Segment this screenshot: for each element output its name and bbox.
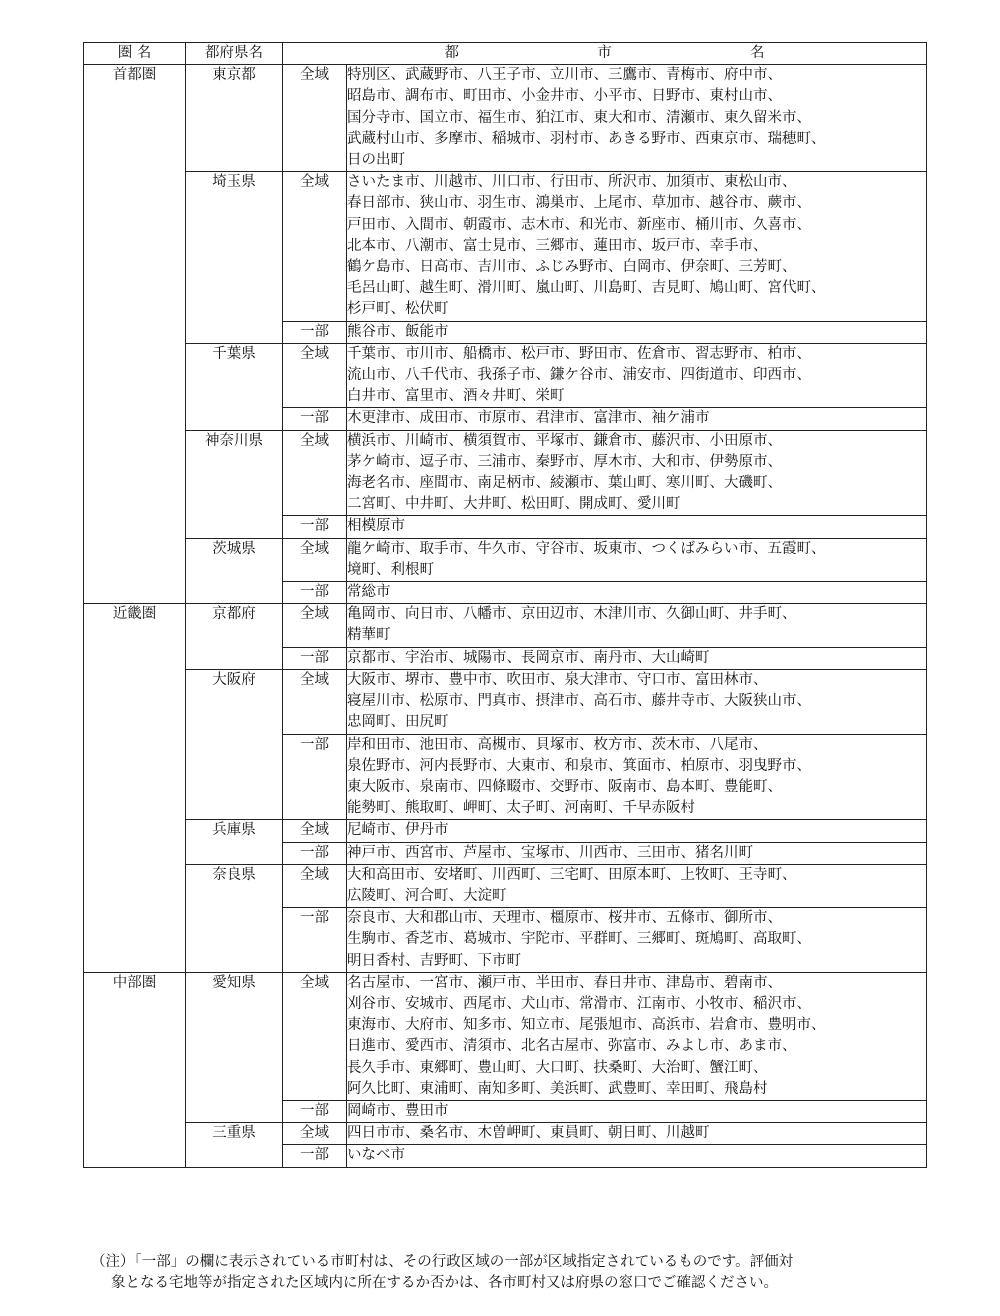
- city-list-line: 刈谷市、安城市、西尾市、犬山市、常滑市、江南市、小牧市、稲沢市、: [347, 995, 811, 1012]
- city-list-cell: [347, 647, 927, 669]
- table-row: [84, 343, 927, 408]
- table-row: [84, 972, 927, 1100]
- coverage-type-cell: 全域: [283, 430, 347, 516]
- prefecture-name-cell: 愛知県: [186, 972, 283, 1122]
- city-list-line: 明日香村、吉野町、下市町: [347, 952, 521, 969]
- city-list-line: さいたま市、川越市、川口市、行田市、所沢市、加須市、東松山市、: [347, 174, 797, 191]
- city-list-line: 戸田市、入間市、朝霞市、志木市、和光市、新座市、桶川市、久喜市、: [347, 216, 811, 233]
- coverage-type-cell: 全域: [283, 172, 347, 321]
- city-list-cell: [347, 430, 927, 516]
- table-header-row: [84, 43, 927, 65]
- city-list-cell: [347, 321, 927, 343]
- coverage-type-cell: 全域: [283, 538, 347, 581]
- area-city-table: [83, 42, 927, 1168]
- city-list-line: 岡崎市、豊田市: [347, 1102, 449, 1119]
- city-list-line: 鶴ケ島市、日高市、吉川市、ふじみ野市、白岡市、伊奈町、三芳町、: [347, 259, 797, 276]
- coverage-type-cell: 全域: [283, 864, 347, 907]
- city-list-line: 白井市、富里市、酒々井町、栄町: [347, 388, 565, 405]
- header-cities-char: 都: [444, 45, 459, 61]
- zone-name-cell: 中部圏: [84, 972, 186, 1167]
- city-list-line: 大阪市、堺市、豊中市、吹田市、泉大津市、守口市、富田林市、: [347, 671, 768, 688]
- coverage-type-cell: 一部: [283, 908, 347, 973]
- coverage-type-cell: 全域: [283, 669, 347, 734]
- city-list-line: 熊谷市、飯能市: [347, 323, 449, 340]
- city-list-cell: [347, 864, 927, 907]
- city-list-cell: [347, 734, 927, 820]
- header-prefecture: 都府県名: [186, 43, 283, 65]
- document: [83, 42, 926, 1168]
- city-list-line: 阿久比町、東浦町、南知多町、美浜町、武豊町、幸田町、飛島村: [347, 1080, 768, 1097]
- city-list-line: 能勢町、熊取町、岬町、太子町、河南町、千早赤阪村: [347, 800, 695, 817]
- city-list-line: 四日市市、桑名市、木曽岬町、東員町、朝日町、川越町: [347, 1125, 710, 1142]
- city-list-line: 常総市: [347, 584, 391, 601]
- coverage-type-cell: 全域: [283, 820, 347, 842]
- city-list-cell: [347, 538, 927, 581]
- table-row: [84, 820, 927, 842]
- city-list-line: 岸和田市、池田市、高槻市、貝塚市、枚方市、茨木市、八尾市、: [347, 736, 768, 753]
- header-cities-char: 名: [750, 45, 765, 61]
- zone-name-cell: 近畿圏: [84, 604, 186, 972]
- coverage-type-cell: 一部: [283, 734, 347, 820]
- city-list-line: いなべ市: [347, 1147, 405, 1164]
- header-cities: [283, 43, 927, 65]
- prefecture-name-cell: 三重県: [186, 1123, 283, 1167]
- zone-name-cell: 首都圏: [84, 65, 186, 604]
- table-row: [84, 430, 927, 516]
- city-list-cell: [347, 669, 927, 734]
- city-list-cell: [347, 172, 927, 321]
- footnote-line: （注）「一部」の欄に表示されている市町村は、その行政区域の一部が区域指定されているものです。評価対: [91, 1254, 794, 1270]
- table-row: [84, 172, 927, 321]
- table-body: [84, 65, 927, 1167]
- coverage-type-cell: 一部: [283, 321, 347, 343]
- prefecture-name-cell: 京都府: [186, 604, 283, 670]
- city-list-line: 生駒市、香芝市、葛城市、宇陀市、平群町、三郷町、斑鳩町、高取町、: [347, 931, 811, 948]
- city-list-cell: [347, 65, 927, 172]
- prefecture-name-cell: 兵庫県: [186, 820, 283, 864]
- table-row: [84, 65, 927, 172]
- city-list-cell: [347, 972, 927, 1100]
- city-list-line: 広陵町、河合町、大淀町: [347, 887, 507, 904]
- city-list-line: 東大阪市、泉南市、四條畷市、交野市、阪南市、島本町、豊能町、: [347, 778, 782, 795]
- city-list-line: 京都市、宇治市、城陽市、長岡京市、南丹市、大山崎町: [347, 649, 710, 666]
- coverage-type-cell: 一部: [283, 647, 347, 669]
- footnote-line: 象となる宅地等が指定された区域内に所在するか否かは、各市町村又は府県の窓口でご確認ください。: [111, 1275, 778, 1291]
- city-list-line: 横浜市、川崎市、横須賀市、平塚市、鎌倉市、藤沢市、小田原市、: [347, 432, 782, 449]
- city-list-line: 日進市、愛西市、清須市、北名古屋市、弥富市、みよし市、あま市、: [347, 1038, 797, 1055]
- city-list-cell: [347, 908, 927, 973]
- coverage-type-cell: 一部: [283, 1145, 347, 1167]
- prefecture-name-cell: 奈良県: [186, 864, 283, 972]
- coverage-type-cell: 全域: [283, 65, 347, 172]
- prefecture-name-cell: 茨城県: [186, 538, 283, 604]
- city-list-line: 境町、利根町: [347, 561, 434, 578]
- footnote: [83, 1252, 926, 1294]
- city-list-line: 精華町: [347, 627, 391, 644]
- prefecture-name-cell: 埼玉県: [186, 172, 283, 344]
- city-list-cell: [347, 582, 927, 604]
- coverage-type-cell: 一部: [283, 408, 347, 430]
- city-list-cell: [347, 1145, 927, 1167]
- table-row: [84, 864, 927, 907]
- city-list-line: 長久手市、東郷町、豊山町、大口町、扶桑町、大治町、蟹江町、: [347, 1059, 768, 1076]
- city-list-cell: [347, 516, 927, 538]
- city-list-line: 国分寺市、国立市、福生市、狛江市、東大和市、清瀬市、東久留米市、: [347, 109, 811, 126]
- city-list-cell: [347, 1100, 927, 1122]
- coverage-type-cell: 一部: [283, 516, 347, 538]
- city-list-line: 大和高田市、安堵町、川西町、三宅町、田原本町、上牧町、王寺町、: [347, 866, 797, 883]
- city-list-line: 千葉市、市川市、船橋市、松戸市、野田市、佐倉市、習志野市、柏市、: [347, 345, 811, 362]
- city-list-line: 日の出町: [347, 152, 405, 169]
- coverage-type-cell: 全域: [283, 343, 347, 408]
- city-list-line: 相模原市: [347, 518, 405, 535]
- city-list-line: 忠岡町、田尻町: [347, 714, 449, 731]
- prefecture-name-cell: 大阪府: [186, 669, 283, 819]
- city-list-line: 北本市、八潮市、富士見市、三郷市、蓮田市、坂戸市、幸手市、: [347, 237, 768, 254]
- city-list-line: 昭島市、調布市、町田市、小金井市、小平市、日野市、東村山市、: [347, 88, 782, 105]
- city-list-line: 泉佐野市、河内長野市、大東市、和泉市、箕面市、柏原市、羽曳野市、: [347, 757, 811, 774]
- coverage-type-cell: 一部: [283, 842, 347, 864]
- city-list-line: 木更津市、成田市、市原市、君津市、富津市、袖ケ浦市: [347, 410, 710, 427]
- coverage-type-cell: 全域: [283, 1123, 347, 1145]
- coverage-type-cell: 全域: [283, 972, 347, 1100]
- header-zone: 圏 名: [84, 43, 186, 65]
- city-list-line: 尼崎市、伊丹市: [347, 822, 449, 839]
- city-list-cell: [347, 1123, 927, 1145]
- city-list-line: 武蔵村山市、多摩市、稲城市、羽村市、あきる野市、西東京市、瑞穂町、: [347, 130, 826, 147]
- city-list-line: 特別区、武蔵野市、八王子市、立川市、三鷹市、青梅市、府中市、: [347, 67, 782, 84]
- city-list-line: 杉戸町、松伏町: [347, 301, 449, 318]
- coverage-type-cell: 一部: [283, 582, 347, 604]
- city-list-line: 春日部市、狭山市、羽生市、鴻巣市、上尾市、草加市、越谷市、蕨市、: [347, 195, 811, 212]
- table-row: [84, 669, 927, 734]
- city-list-line: 亀岡市、向日市、八幡市、京田辺市、木津川市、久御山町、井手町、: [347, 606, 797, 623]
- table-row: [84, 538, 927, 581]
- table-row: [84, 1123, 927, 1145]
- city-list-line: 流山市、八千代市、我孫子市、鎌ケ谷市、浦安市、四街道市、印西市、: [347, 367, 811, 384]
- coverage-type-cell: 全域: [283, 604, 347, 647]
- prefecture-name-cell: 神奈川県: [186, 430, 283, 538]
- prefecture-name-cell: 東京都: [186, 65, 283, 172]
- city-list-line: 毛呂山町、越生町、滑川町、嵐山町、川島町、吉見町、鳩山町、宮代町、: [347, 280, 826, 297]
- city-list-cell: [347, 604, 927, 647]
- city-list-line: 二宮町、中井町、大井町、松田町、開成町、愛川町: [347, 496, 681, 513]
- table-row: [84, 604, 927, 647]
- city-list-line: 寝屋川市、松原市、門真市、摂津市、高石市、藤井寺市、大阪狭山市、: [347, 693, 811, 710]
- city-list-line: 海老名市、座間市、南足柄市、綾瀬市、葉山町、寒川町、大磯町、: [347, 475, 782, 492]
- city-list-line: 東海市、大府市、知多市、知立市、尾張旭市、高浜市、岩倉市、豊明市、: [347, 1017, 826, 1034]
- city-list-line: 茅ケ崎市、逗子市、三浦市、秦野市、厚木市、大和市、伊勢原市、: [347, 453, 782, 470]
- coverage-type-cell: 一部: [283, 1100, 347, 1122]
- city-list-line: 奈良市、大和郡山市、天理市、橿原市、桜井市、五條市、御所市、: [347, 910, 782, 927]
- city-list-cell: [347, 343, 927, 408]
- city-list-line: 龍ケ崎市、取手市、牛久市、守谷市、坂東市、つくばみらい市、五霞町、: [347, 540, 826, 557]
- prefecture-name-cell: 千葉県: [186, 343, 283, 430]
- city-list-line: 名古屋市、一宮市、瀬戸市、半田市、春日井市、津島市、碧南市、: [347, 974, 782, 991]
- header-cities-char: 市: [597, 45, 612, 61]
- city-list-cell: [347, 820, 927, 842]
- city-list-cell: [347, 408, 927, 430]
- city-list-line: 神戸市、西宮市、芦屋市、宝塚市、川西市、三田市、猪名川町: [347, 844, 753, 861]
- city-list-cell: [347, 842, 927, 864]
